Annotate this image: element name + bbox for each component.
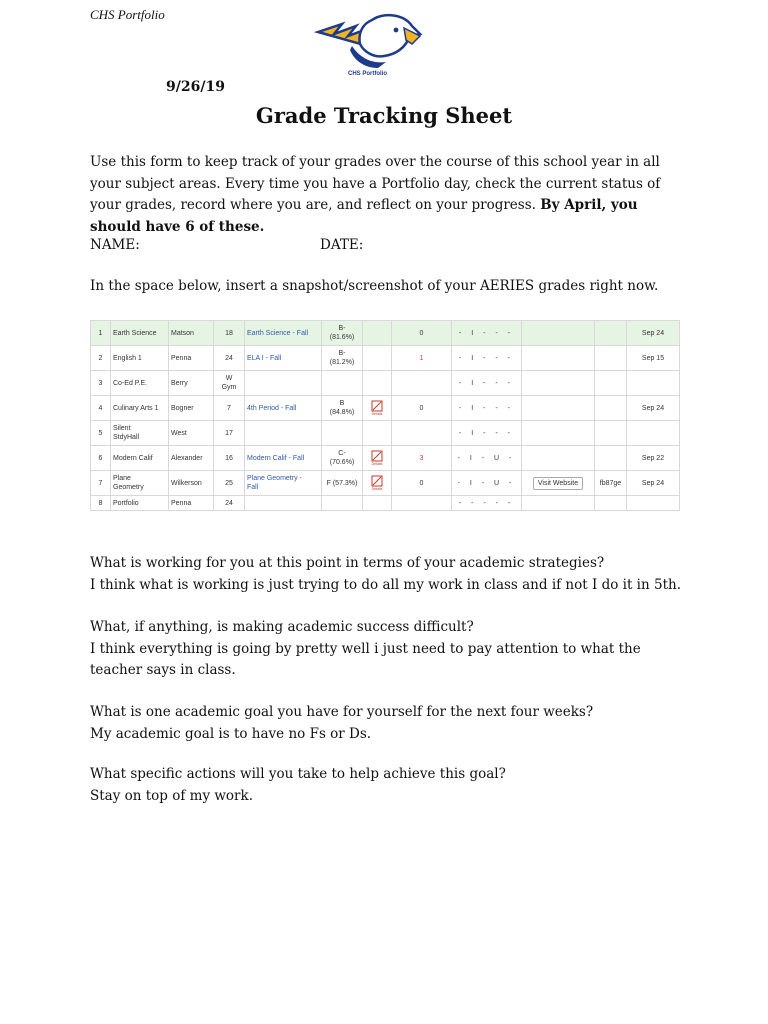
details-icon[interactable]: [369, 400, 385, 416]
last-updated: [627, 371, 680, 396]
course-name: Plane Geometry: [111, 471, 169, 496]
course-name: Culinary Arts 1: [111, 396, 169, 421]
reflection-block-4: [90, 764, 690, 807]
missing-count: [392, 371, 452, 396]
intro-paragraph: [90, 152, 690, 238]
details-cell: [363, 346, 392, 371]
missing-count: 0: [392, 321, 452, 346]
room-number: 18: [214, 321, 245, 346]
citizenship-marks: - I - - -: [452, 371, 522, 396]
current-grade: B (84.8%): [322, 396, 363, 421]
row-number: 8: [91, 496, 111, 511]
course-name: Silent StdyHall: [111, 421, 169, 446]
missing-count: 0: [392, 396, 452, 421]
gradebook-link: [245, 371, 322, 396]
citizenship-marks: - I - U -: [452, 471, 522, 496]
table-row: [91, 446, 680, 471]
current-grade: C- (70.6%): [322, 446, 363, 471]
details-icon[interactable]: [369, 475, 385, 491]
last-updated: [627, 421, 680, 446]
last-updated: [627, 496, 680, 511]
website-cell: [522, 446, 595, 471]
room-number: 25: [214, 471, 245, 496]
class-code: [595, 496, 627, 511]
missing-count: 3: [392, 446, 452, 471]
website-cell: [522, 346, 595, 371]
reflection-question: What, if anything, is making academic success difficult?: [90, 619, 474, 635]
intro-deadline: By April, you should have 6 of these.: [90, 197, 638, 235]
gradebook-link: [245, 496, 322, 511]
room-number: 17: [214, 421, 245, 446]
row-number: 1: [91, 321, 111, 346]
teacher-name: Matson: [169, 321, 214, 346]
website-cell: [522, 496, 595, 511]
reflection-block-1: [90, 553, 690, 596]
details-icon[interactable]: [369, 450, 385, 466]
class-code: [595, 421, 627, 446]
course-name: Modern Calif: [111, 446, 169, 471]
current-grade: F (57.3%): [322, 471, 363, 496]
class-code: [595, 346, 627, 371]
missing-count: 1: [392, 346, 452, 371]
room-number: 16: [214, 446, 245, 471]
table-row: [91, 321, 680, 346]
room-number: 7: [214, 396, 245, 421]
last-updated: Sep 22: [627, 446, 680, 471]
website-cell[interactable]: [522, 471, 595, 496]
row-number: 3: [91, 371, 111, 396]
current-grade: [322, 496, 363, 511]
reflection-question: What is one academic goal you have for yourself for the next four weeks?: [90, 704, 594, 720]
name-label: NAME:: [90, 237, 140, 253]
teacher-name: Wilkerson: [169, 471, 214, 496]
missing-count: [392, 421, 452, 446]
course-name: Co-Ed P.E.: [111, 371, 169, 396]
table-row: [91, 346, 680, 371]
row-number: 6: [91, 446, 111, 471]
teacher-name: Berry: [169, 371, 214, 396]
website-cell: [522, 421, 595, 446]
website-cell: [522, 396, 595, 421]
details-cell: [363, 321, 392, 346]
svg-text:Details: Details: [371, 462, 383, 466]
gradebook-link[interactable]: 4th Period - Fall: [245, 396, 322, 421]
svg-text:Details: Details: [371, 487, 383, 491]
reflection-block-2: [90, 617, 690, 682]
class-code: [595, 371, 627, 396]
row-number: 4: [91, 396, 111, 421]
room-number: 24: [214, 346, 245, 371]
missing-count: [392, 496, 452, 511]
reflection-question: What specific actions will you take to help achieve this goal?: [90, 766, 506, 782]
teacher-name: Bogner: [169, 396, 214, 421]
details-cell[interactable]: [363, 471, 392, 496]
website-cell: [522, 321, 595, 346]
portfolio-header-label: CHS Portfolio: [90, 7, 165, 22]
gradebook-link[interactable]: ELA I - Fall: [245, 346, 322, 371]
teacher-name: Penna: [169, 496, 214, 511]
citizenship-marks: - - - - -: [452, 496, 522, 511]
details-cell[interactable]: [363, 446, 392, 471]
citizenship-marks: - I - - -: [452, 421, 522, 446]
citizenship-marks: - I - - -: [452, 346, 522, 371]
website-cell: [522, 371, 595, 396]
table-row: [91, 496, 680, 511]
aeries-grades-table: [90, 320, 680, 511]
row-number: 2: [91, 346, 111, 371]
reflection-answer: I think what is working is just trying to do all my work in class and if not I do it in 5th.: [90, 576, 681, 593]
date-label: DATE:: [320, 237, 364, 253]
table-row: [91, 396, 680, 421]
intro-text: Use this form to keep track of your grades over the course of this school year in all your subject areas. Every time you have a Portfolio day, check the current status of your grades, record where you are, and reflect on your progress.: [90, 154, 661, 213]
course-name: Portfolio: [111, 496, 169, 511]
gradebook-link[interactable]: Plane Geometry - Fall: [245, 471, 322, 496]
row-number: 7: [91, 471, 111, 496]
logo-caption: CHS Portfolio: [348, 71, 387, 77]
last-updated: Sep 24: [627, 396, 680, 421]
missing-count: 0: [392, 471, 452, 496]
gradebook-link[interactable]: Modern Calif - Fall: [245, 446, 322, 471]
citizenship-marks: - I - - -: [452, 396, 522, 421]
teacher-name: West: [169, 421, 214, 446]
current-grade: B- (81.2%): [322, 346, 363, 371]
reflection-answer: I think everything is going by pretty well i just need to pay attention to what the teacher says in class.: [90, 640, 641, 678]
details-cell[interactable]: [363, 396, 392, 421]
class-code: fb87ge: [595, 471, 627, 496]
gradebook-link: [245, 421, 322, 446]
reflection-block-3: [90, 702, 690, 745]
row-number: 5: [91, 421, 111, 446]
details-cell: [363, 371, 392, 396]
document-date: 9/26/19: [166, 79, 225, 95]
details-cell: [363, 421, 392, 446]
gradebook-link[interactable]: Earth Science - Fall: [245, 321, 322, 346]
reflection-answer: My academic goal is to have no Fs or Ds.: [90, 725, 372, 742]
table-row: [91, 471, 680, 496]
teacher-name: Alexander: [169, 446, 214, 471]
room-number: 24: [214, 496, 245, 511]
current-grade: [322, 371, 363, 396]
screenshot-instruction: In the space below, insert a snapshot/screenshot of your AERIES grades right now.: [90, 278, 659, 294]
class-code: [595, 396, 627, 421]
room-number: W Gym: [214, 371, 245, 396]
course-name: Earth Science: [111, 321, 169, 346]
last-updated: Sep 24: [627, 321, 680, 346]
teacher-name: Penna: [169, 346, 214, 371]
svg-text:Details: Details: [371, 412, 383, 416]
last-updated: Sep 24: [627, 471, 680, 496]
current-grade: B- (81.6%): [322, 321, 363, 346]
class-code: [595, 321, 627, 346]
page-title: Grade Tracking Sheet: [255, 103, 513, 128]
course-name: English 1: [111, 346, 169, 371]
table-row: [91, 371, 680, 396]
citizenship-marks: - I - U -: [452, 446, 522, 471]
table-row: [91, 421, 680, 446]
current-grade: [322, 421, 363, 446]
citizenship-marks: - I - - -: [452, 321, 522, 346]
reflection-answer: Stay on top of my work.: [90, 787, 253, 804]
class-code: [595, 446, 627, 471]
visit-website-button[interactable]: Visit Website: [533, 477, 583, 490]
last-updated: Sep 15: [627, 346, 680, 371]
details-cell: [363, 496, 392, 511]
reflection-question: What is working for you at this point in terms of your academic strategies?: [90, 555, 605, 571]
